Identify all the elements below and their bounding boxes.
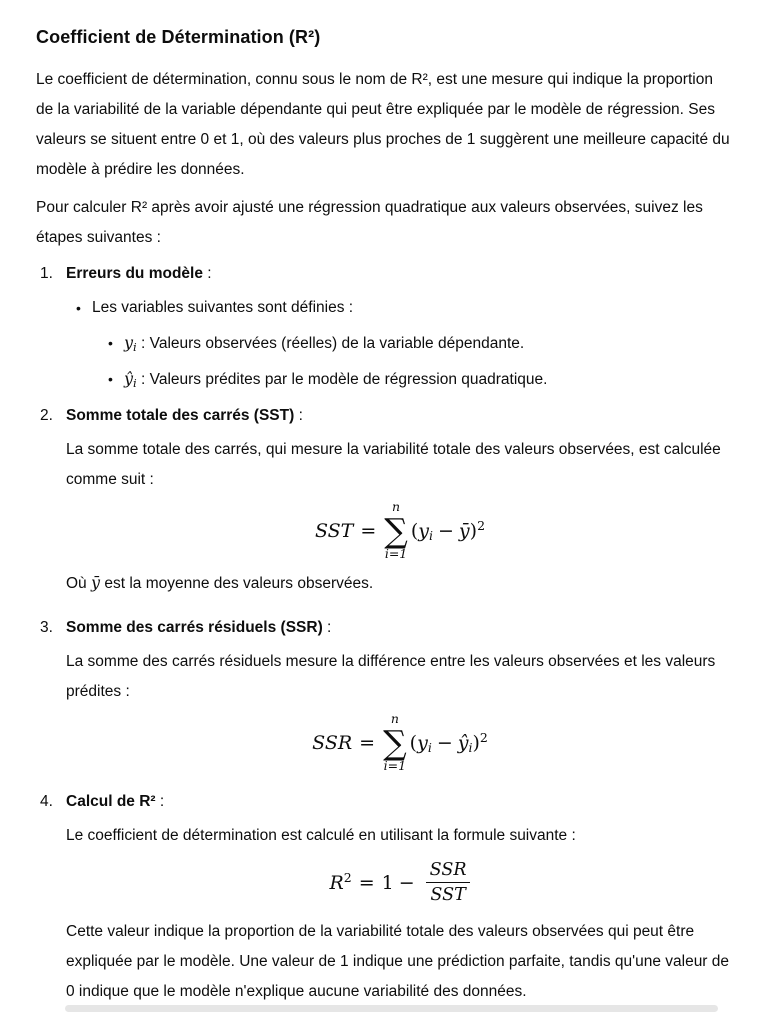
bullet-text: Les variables suivantes sont définies : bbox=[92, 299, 354, 316]
intro-paragraph: Le coefficient de détermination, connu sous le nom de R², est une mesure qui indique la proportion de la variabilité de la variable dépendante qui peut être expliquée par le modèle de régression. Ses valeurs se situent entre 0 et 1, où des valeurs plus proches de 1 suggèrent une meilleure capacité du modèle à prédire les données. bbox=[36, 71, 730, 178]
fraction bbox=[426, 858, 471, 907]
exponent-2: 2 bbox=[479, 730, 488, 746]
step-4-heading-row bbox=[66, 787, 734, 817]
list-number-3: 3. bbox=[40, 619, 53, 637]
equals-sign: = bbox=[360, 519, 377, 542]
bullet-item-variables bbox=[66, 293, 734, 323]
close-paren: ) bbox=[469, 519, 478, 542]
step-2-heading-row bbox=[66, 401, 734, 431]
step-3-heading-colon: : bbox=[322, 619, 332, 637]
step-1-heading-row bbox=[66, 259, 734, 289]
var-y: y bbox=[418, 519, 429, 542]
sub-i: i bbox=[428, 527, 433, 543]
equals-sign: = bbox=[358, 871, 375, 894]
sub-i: i bbox=[468, 740, 473, 756]
r2-lhs bbox=[329, 869, 419, 894]
minus-sign: − bbox=[436, 732, 453, 755]
horizontal-scrollbar[interactable] bbox=[65, 1005, 718, 1012]
formula-lhs-sst: SST bbox=[314, 519, 354, 542]
math-var-ybar: ȳ bbox=[90, 573, 101, 593]
exponent-2: 2 bbox=[477, 517, 486, 533]
definition-desc: : Valeurs prédites par le modèle de régression quadratique. bbox=[136, 371, 548, 388]
ssr-formula bbox=[66, 713, 734, 772]
step-3-heading-row bbox=[66, 613, 734, 643]
bullet-icon: • bbox=[108, 371, 113, 387]
sub-i: i bbox=[427, 740, 432, 756]
sst-formula bbox=[66, 501, 734, 560]
note-prefix: Où bbox=[66, 575, 91, 593]
sum-upper-limit: n bbox=[392, 499, 401, 514]
formula-lhs-ssr: SSR bbox=[312, 732, 353, 755]
step-2-heading: Somme totale des carrés (SST) bbox=[66, 407, 295, 424]
step-4 bbox=[36, 787, 734, 1007]
var-ybar: ȳ bbox=[458, 519, 470, 542]
bullet-icon: • bbox=[76, 300, 81, 316]
open-paren: ( bbox=[409, 732, 418, 755]
steps-intro-paragraph: Pour calculer R² après avoir ajusté une régression quadratique aux valeurs observées, suivez les étapes suivantes : bbox=[36, 199, 703, 246]
step-3-body: La somme des carrés résiduels mesure la différence entre les valeurs observées et les valeurs prédites : bbox=[66, 653, 716, 701]
equals-sign: = bbox=[359, 732, 376, 755]
step-2-body: La somme totale des carrés, qui mesure la variabilité totale des valeurs observées, est calculée comme suit : bbox=[66, 441, 721, 488]
step-4-body: Le coefficient de détermination est calculé en utilisant la formule suivante : bbox=[66, 826, 576, 844]
math-subscript-i: i bbox=[133, 340, 137, 354]
summation-symbol bbox=[384, 501, 408, 560]
definition-item-yi bbox=[66, 328, 734, 359]
sigma-icon: ∑ bbox=[384, 510, 408, 550]
ssr-expression bbox=[410, 732, 488, 754]
definition-desc: : Valeurs observées (réelles) de la variable dépendante. bbox=[136, 335, 525, 352]
var-yhat: ŷ bbox=[457, 732, 469, 755]
exponent-2: 2 bbox=[343, 869, 352, 885]
step-2-heading-colon: : bbox=[294, 407, 303, 424]
sum-lower-limit: i=1 bbox=[384, 545, 408, 561]
minus-sign: − bbox=[398, 871, 415, 894]
step-1 bbox=[36, 259, 734, 395]
list-number-2: 2. bbox=[40, 407, 53, 424]
definition-item-yhat bbox=[66, 364, 734, 395]
math-var-yhat: ŷ bbox=[124, 369, 134, 388]
fraction-denominator: SST bbox=[426, 882, 469, 907]
step-4-heading: Calcul de R² bbox=[66, 792, 156, 810]
r2-formula bbox=[66, 857, 734, 909]
definition-text bbox=[124, 364, 547, 395]
step-4-heading-colon: : bbox=[155, 792, 165, 810]
var-y: y bbox=[417, 732, 428, 755]
definition-text bbox=[124, 328, 524, 359]
step-1-heading-colon: : bbox=[202, 265, 212, 282]
step-1-heading: Erreurs du modèle bbox=[66, 265, 203, 282]
page-title: Coefficient de Détermination (R²) bbox=[36, 27, 321, 47]
step-2 bbox=[36, 401, 734, 599]
note-text: est la moyenne des valeurs observées. bbox=[100, 575, 374, 593]
minus-sign: − bbox=[437, 519, 454, 542]
math-var-y: y bbox=[124, 333, 134, 352]
close-paren: ) bbox=[472, 732, 480, 755]
step-3 bbox=[36, 613, 734, 772]
number-one: 1 bbox=[381, 871, 394, 894]
sigma-icon: ∑ bbox=[383, 722, 407, 762]
bullet-icon: • bbox=[108, 335, 113, 351]
list-number-1: 1. bbox=[40, 265, 53, 282]
step-3-heading: Somme des carrés résiduels (SSR) bbox=[66, 619, 323, 637]
sst-note bbox=[66, 568, 734, 599]
sum-lower-limit: i=1 bbox=[383, 758, 407, 774]
var-R: R bbox=[329, 871, 344, 894]
fraction-numerator: SSR bbox=[429, 860, 467, 881]
list-number-4: 4. bbox=[40, 792, 53, 810]
sst-expression bbox=[410, 517, 486, 543]
step-4-conclusion: Cette valeur indique la proportion de la variabilité totale des valeurs observées qui peut être expliquée par le modèle. Une valeur de 1 indique une prédiction parfaite, tandis qu'une valeur de 0 indique que le modèle n'explique aucune variabilité des données. bbox=[66, 922, 730, 1000]
sum-upper-limit: n bbox=[390, 711, 399, 727]
math-subscript-i: i bbox=[133, 376, 137, 390]
open-paren: ( bbox=[410, 519, 419, 542]
summation-symbol bbox=[383, 713, 407, 772]
